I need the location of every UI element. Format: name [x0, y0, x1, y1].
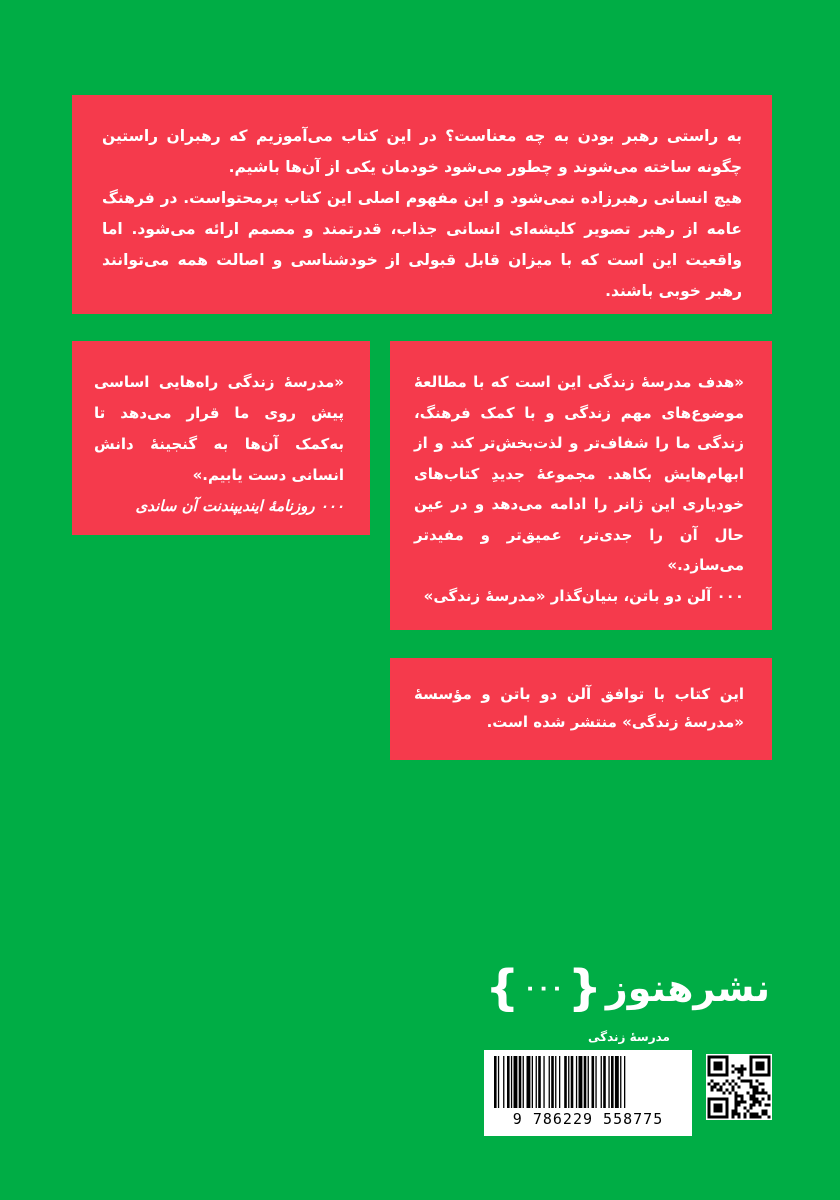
quote-text: «هدف مدرسهٔ زندگی این است که با مطالعهٔ موضوع‌های مهم زندگی و با کمک فرهنگ، زندگی ما را شفاف‌تر و لذت‌بخش‌تر کند و از ابهام‌هایش بکاهد. مجموعهٔ جدیدِ کتاب‌های خودیاری این ژانر را ادامه می‌دهد و در عین حال آن را جدی‌تر، عمیق‌تر و مفیدتر می‌سازد.» — [414, 373, 744, 574]
brace-close: } — [485, 960, 520, 1016]
brace-open: { — [567, 960, 602, 1016]
quote-box-independent — [72, 341, 370, 535]
blurb-paragraph-2: هیچ انسانی رهبرزاده نمی‌شود و این مفهوم اصلی این کتاب پرمحتواست. در فرهنگ عامه از رهبر تصویر کلیشه‌ای انسانی جذاب، قدرتمند و مصمم ارائه می‌شود. اما واقعیت این است که با میزان قابل قبولی از خودشناسی و اصالت همه می‌توانند رهبر خوبی باشند. — [102, 189, 742, 300]
publisher-logo — [450, 958, 770, 1018]
publisher-name: نشرهنوز — [605, 966, 770, 1010]
license-text: این کتاب با توافق آلن دو باتن و مؤسسهٔ «مدرسهٔ زندگی» منتشر شده است. — [414, 685, 744, 731]
quote-box-de-botton — [390, 341, 772, 630]
quote-text: «مدرسهٔ زندگی راه‌هایی اساسی پیش روی ما قرار می‌دهد تا به‌کمک آن‌ها به گنجینهٔ دانش انسانی دست یابیم.» — [94, 373, 344, 484]
publisher-dots: ۰۰۰ — [523, 975, 564, 1001]
quote-source: ۰۰۰ روزنامهٔ ایندیپندنت آن ساندی — [135, 497, 344, 515]
qr-code-icon — [706, 1054, 772, 1120]
isbn-number: 9 786229 558775 — [512, 1110, 664, 1128]
barcode-bars — [492, 1056, 684, 1108]
barcode — [484, 1050, 692, 1136]
quote-source: ۰۰۰ آلن دو باتن، بنیان‌گذار «مدرسهٔ زندگی» — [423, 586, 744, 605]
license-box — [390, 658, 772, 760]
blurb-box — [72, 95, 772, 314]
series-name: مدرسهٔ زندگی — [588, 1030, 670, 1044]
blurb-paragraph-1: به راستی رهبر بودن به چه معناست؟ در این کتاب می‌آموزیم که رهبران راستین چگونه ساخته می‌شوند و چطور می‌شود خودمان یکی از آن‌ها باشیم. — [102, 127, 742, 176]
